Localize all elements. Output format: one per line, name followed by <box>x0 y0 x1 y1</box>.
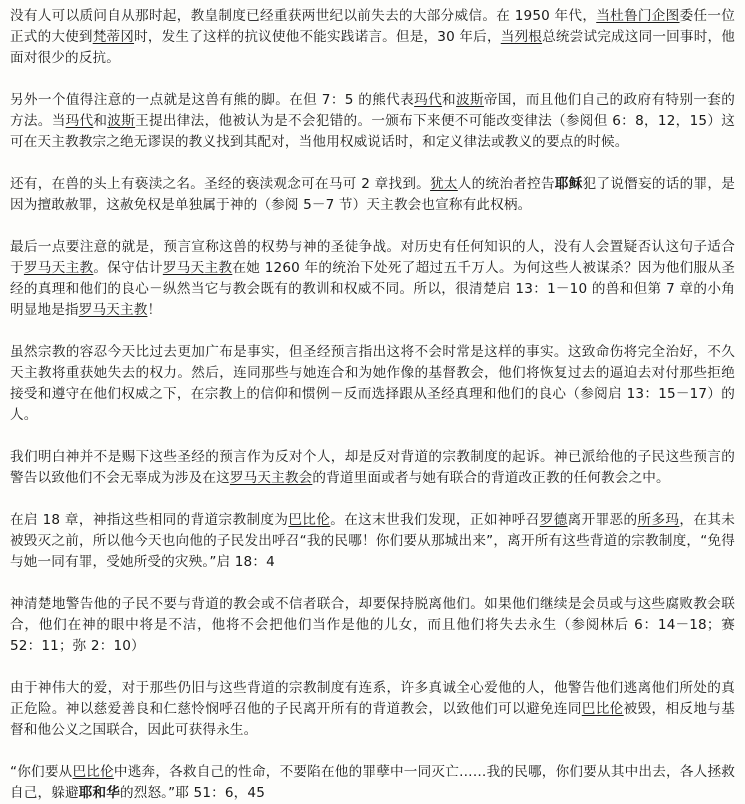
underlined-term: 罗马天主教 <box>162 260 233 276</box>
text-run: 和 <box>442 92 456 108</box>
paragraph <box>10 678 735 741</box>
paragraph-gap <box>10 426 735 447</box>
underlined-term: 波斯 <box>107 113 136 129</box>
text-run: 中逃奔，各救自己的性命，不要陷在他的罪孽中一同灭亡……我的民哪，你们要从其中出去，各人拯救自己，躲避 <box>10 764 736 801</box>
text-run: 帝国，而且他们自己的政府有特别一套的方法。当 <box>10 92 735 129</box>
text-run: 的背道里面或者与她有联合的背道改正教的任何教会之中。 <box>312 470 670 486</box>
underlined-term: 所多玛 <box>637 512 680 528</box>
underlined-term: 罗德 <box>539 512 568 528</box>
text-run: 人的统治者控告 <box>457 176 555 192</box>
paragraph <box>10 762 735 804</box>
underlined-term: 波斯 <box>456 92 484 108</box>
text-run: 还有，在兽的头上有亵渎之名。圣经的亵渎观念可在马可 2 章找到。 <box>10 176 431 192</box>
underlined-term: 当列根 <box>500 29 543 45</box>
text-run: 犯了说僭妄的话的罪，是因为擅敢赦罪，这赦免权是单独属于神的（参阅 5－7 节）天主教会也宣称有此权柄。 <box>10 176 735 213</box>
paragraph <box>10 510 735 573</box>
bold-term: 耶和华 <box>78 785 120 801</box>
text-run: 离开罪恶的 <box>567 512 638 528</box>
text-run: 被毁，相反地与基督和他公义之国联合，因此可获得永生。 <box>10 701 735 738</box>
text-run: 由于神伟大的爱，对于那些仍旧与这些背道的宗教制度有连系，许多真诚全心爱他的人，他警告他们逃离他们所处的真正危险。神以慈爱善良和仁慈怜悯呼召他的子民离开所有的背道教会，以致他们可以避免连同 <box>10 680 735 717</box>
underlined-term: 巴比伦 <box>72 764 114 780</box>
underlined-term: 玛代 <box>414 92 443 108</box>
text-run: 在启 18 章，神指这些相同的背道宗教制度为 <box>10 512 289 528</box>
text-run: 我们明白神并不是赐下这些圣经的预言作为反对个人，却是反对背道的宗教制度的起诉。神已派给他的子民这些预言的警告以致他们不会无辜成为涉及在这 <box>10 449 735 486</box>
text-run: 。在这末世我们发现，正如神呼召 <box>330 512 540 528</box>
underlined-term: 玛代 <box>65 113 94 129</box>
paragraph <box>10 594 735 657</box>
text-run: 在她 1260 年的统治下处死了超过五千万人。为何这些人被谋杀？因为他们服从圣经的真理和他们的良心－纵然当它与教会既有的教训和权威不同。所以，很清楚启 13：1－10 的兽和但第 7 章的小角明显地是指 <box>10 260 736 318</box>
paragraph <box>10 237 735 321</box>
underlined-term: 当杜鲁门企图 <box>596 8 680 24</box>
text-run: 没有人可以质问自从那时起，教皇制度已经重获两世纪以前失去的大部分威信。在 1950 年代， <box>10 8 597 24</box>
underlined-term: 犹太 <box>430 176 458 192</box>
underlined-term: 罗马天主教 <box>78 302 148 318</box>
text-run: 神清楚地警告他的子民不要与背道的教会或不信者联合，却要保持脱离他们。如果他们继续是会员或与这些腐败教会联合，他们在神的眼中将是不洁，他将不会把他们当作是他的儿女，而且他们将失去永生（参阅林后 6：14－18；赛 52：11；弥 2：10） <box>10 596 735 654</box>
text-run: 委任一位正式的大使到 <box>10 8 735 45</box>
underlined-term: 梵蒂冈 <box>92 29 135 45</box>
bold-term: 耶稣 <box>554 176 583 192</box>
paragraph-gap <box>10 741 735 762</box>
paragraph-gap <box>10 69 735 90</box>
paragraph-gap <box>10 489 735 510</box>
underlined-term: 巴比伦 <box>288 512 331 528</box>
paragraph <box>10 6 735 69</box>
text-run: 总统尝试完成这同一回事时，他面对很少的反抗。 <box>10 29 736 66</box>
document-body <box>10 6 735 804</box>
text-run: ！ <box>147 302 162 318</box>
text-run: 时，发生了这样的抗议使他不能实践诺言。但是，30 年后， <box>134 29 501 45</box>
underlined-term: 巴比伦 <box>581 701 624 717</box>
paragraph <box>10 90 735 153</box>
text-run: 最后一点要注意的就是，预言宣称这兽的权势与神的圣徒争战。对历史有任何知识的人，没有人会置疑否认这句子适合于 <box>10 239 735 276</box>
paragraph <box>10 342 735 426</box>
text-run: 虽然宗教的容忍今天比过去更加广布是事实，但圣经预言指出这将不会时常是这样的事实。这致命伤将完全治好，不久天主教将重获她失去的权力。然后，连同那些与她连合和为她作像的基督教会，他们将恢复过去的逼迫去对付那些拒绝接受和遵守在他们权威之下，在宗教上的信仰和惯例－反而选择跟从圣经真理和他们的良心（参阅启 13：15－17）的人。 <box>10 344 735 423</box>
text-run: “你们要从 <box>10 764 73 780</box>
paragraph-gap <box>10 216 735 237</box>
underlined-term: 罗马天主教会 <box>229 470 313 486</box>
text-run: 。保守估计 <box>93 260 163 276</box>
text-run: 王提出律法，他被认为是不会犯错的。一颁布下来便不可能改变律法（参阅但 6：8，12，15）这可在天主教教宗之绝无谬误的教义找到其配对，当他用权威说话时，和定义律法或教义的要点的时候。 <box>10 113 735 150</box>
text-run: 另外一个值得注意的一点就是这兽有熊的脚。在但 7：5 的熊代表 <box>10 92 415 108</box>
paragraph-gap <box>10 153 735 174</box>
paragraph <box>10 174 735 216</box>
text-run: 和 <box>93 113 108 129</box>
text-run: 的烈怒。”耶 51：6，45 <box>119 785 266 801</box>
text-run: ，在其未被毁灭之前，所以他今天也向他的子民发出呼召“我的民哪！你们要从那城出来”，离开所有这些背道的宗教制度，“免得与她一同有罪，受她所受的灾殃。”启 18：4 <box>10 512 736 570</box>
paragraph <box>10 447 735 489</box>
paragraph-gap <box>10 573 735 594</box>
paragraph-gap <box>10 657 735 678</box>
paragraph-gap <box>10 321 735 342</box>
underlined-term: 罗马天主教 <box>23 260 94 276</box>
